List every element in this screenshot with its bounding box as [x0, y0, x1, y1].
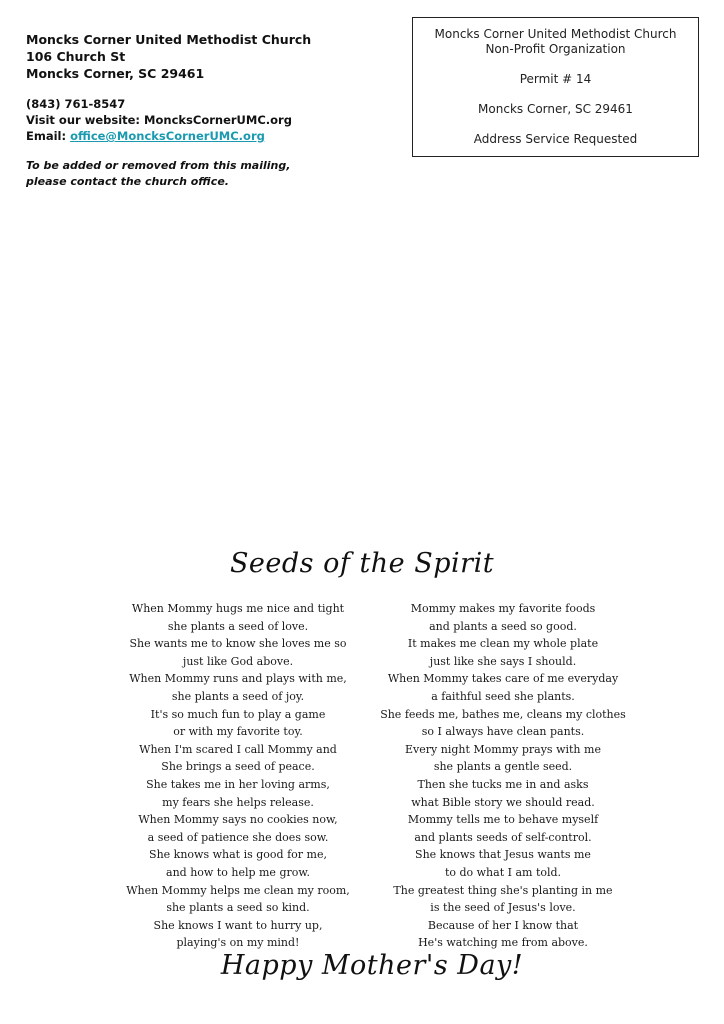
website-text: Visit our website: MoncksCornerUMC.org	[26, 113, 292, 127]
poem-line: just like she says I should.	[429, 654, 577, 668]
poem-title: Seeds of the Spirit	[229, 548, 495, 579]
closing-greeting: Happy Mother's Day!	[220, 950, 524, 981]
poem-line: and how to help me grow.	[166, 865, 310, 879]
poem-line: She knows that Jesus wants me	[415, 848, 591, 862]
poem-line: He's watching me from above.	[418, 936, 588, 950]
poem-line: Mommy tells me to behave myself	[407, 813, 599, 827]
poem-line: just like God above.	[182, 654, 294, 668]
poem-line: my fears she helps release.	[162, 795, 314, 809]
poem-line: so I always have clean pants.	[421, 725, 585, 739]
poem-line: She wants me to know she loves me so	[129, 637, 347, 651]
poem-line: She knows what is good for me,	[149, 848, 327, 862]
poem-line: Every night Mommy prays with me	[405, 742, 601, 756]
poem-line: and plants seeds of self-control.	[414, 830, 592, 844]
poem-line: She feeds me, bathes me, cleans my clothes	[380, 707, 626, 721]
city-state-zip: Moncks Corner, SC 29461	[26, 66, 205, 81]
poem-left-column	[118, 600, 358, 952]
poem-line: playing's on my mind!	[176, 936, 300, 950]
email-line	[26, 128, 356, 144]
postage-permit-box	[412, 17, 699, 157]
poem-line: she plants a seed of joy.	[171, 689, 305, 703]
poem-line: She knows I want to hurry up,	[153, 918, 323, 932]
address-service-requested: Address Service Requested	[473, 132, 638, 146]
phone-number: (843) 761-8547	[26, 97, 126, 111]
mailing-note-line-2: please contact the church office.	[26, 175, 229, 188]
poem-line: It makes me clean my whole plate	[407, 637, 599, 651]
email-label: Email:	[26, 129, 71, 143]
poem-line: she plants a seed so kind.	[166, 901, 310, 915]
permit-org-type: Non-Profit Organization	[485, 42, 626, 56]
poem-line: to do what I am told.	[444, 865, 562, 879]
email-link[interactable]: office@MoncksCornerUMC.org	[70, 129, 265, 143]
permit-org-name: Moncks Corner United Methodist Church	[434, 27, 677, 41]
permit-city: Moncks Corner, SC 29461	[478, 102, 633, 116]
poem-line: She takes me in her loving arms,	[146, 777, 330, 791]
poem-line: a faithful seed she plants.	[431, 689, 575, 703]
poem-line: When Mommy runs and plays with me,	[129, 672, 347, 686]
poem-line: It's so much fun to play a game	[150, 707, 326, 721]
poem-line: she plants a gentle seed.	[433, 760, 573, 774]
poem-line: Then she tucks me in and asks	[417, 777, 589, 791]
church-name: Moncks Corner United Methodist Church	[26, 32, 312, 47]
mailing-note	[26, 158, 356, 190]
poem-line: The greatest thing she's planting in me	[393, 883, 613, 897]
poem-line: When Mommy hugs me nice and tight	[131, 602, 345, 615]
poem-line: a seed of patience she does sow.	[147, 830, 329, 844]
poem-line: Mommy makes my favorite foods	[410, 602, 596, 615]
poem-line: Because of her I know that	[427, 918, 579, 932]
poem-line: and plants a seed so good.	[429, 619, 577, 633]
mailing-note-line-1: To be added or removed from this mailing,	[26, 159, 291, 172]
poem-line: is the seed of Jesus's love.	[430, 901, 576, 915]
sender-address-block	[26, 31, 356, 190]
permit-number: Permit # 14	[519, 72, 592, 86]
poem-right-column	[378, 600, 628, 952]
street-address: 106 Church St	[26, 49, 126, 64]
poem-line: She brings a seed of peace.	[161, 760, 315, 774]
poem-line: When Mommy takes care of me everyday	[387, 672, 619, 686]
poem-line: When Mommy helps me clean my room,	[126, 883, 350, 897]
poem-line: what Bible story we should read.	[411, 795, 595, 809]
poem-line: she plants a seed of love.	[167, 619, 309, 633]
poem-line: When I'm scared I call Mommy and	[139, 742, 337, 756]
poem-line: When Mommy says no cookies now,	[138, 813, 338, 827]
poem-line: or with my favorite toy.	[173, 725, 303, 739]
